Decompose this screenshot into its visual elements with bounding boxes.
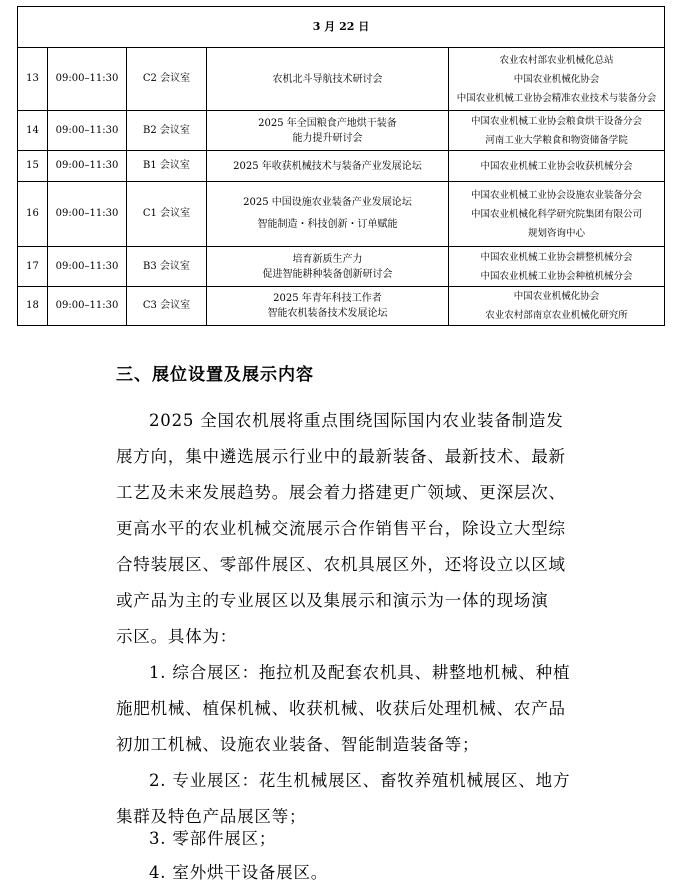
row-room: B3 会议室 [127, 247, 207, 287]
row-organizers: 中国农业机械工业协会收获机械分会 [449, 151, 665, 182]
row-organizers: 中国农业机械化协会 农业农村部南京农业机械化研究所 [449, 287, 665, 326]
row-organizers: 中国农业机械工业协会设施农业装备分会 中国农业机械化科学研究院集团有限公司 规划咨询中心 [449, 182, 665, 247]
section-heading: 三、展位设置及展示内容 [116, 365, 314, 385]
table-row [18, 111, 665, 151]
row-time: 09:00–11:30 [48, 182, 127, 247]
row-organizers: 农业农村部农业机械化总站 中国农业机械化协会 中国农业机械工业协会精准农业技术与装备分会 [449, 48, 665, 111]
list-item-parts: 3. 零部件展区； [149, 829, 277, 848]
row-time: 09:00–11:30 [48, 151, 127, 182]
row-time: 09:00–11:30 [48, 111, 127, 151]
list-item-outdoor: 4. 室外烘干设备展区。 [149, 863, 329, 882]
row-time: 09:00–11:30 [48, 287, 127, 326]
row-room: C3 会议室 [127, 287, 207, 326]
list-item-professional: 2. 专业展区：花生机械展区、畜牧养殖机械展区、地方 集群及特色产品展区等； [116, 771, 571, 826]
row-organizers: 中国农业机械工业协会耕整机械分会 中国农业机械工业协会种植机械分会 [449, 247, 665, 287]
table-row [18, 287, 665, 326]
intro-paragraph: 2025 全国农机展将重点围绕国际国内农业装备制造发 展方向，集中遴选展示行业中的最新装备、最新技术、最新 工艺及未来发展趋势。展会着力搭建更广领域、更深层次、 更高水平的农业机械交流展示合作销售平台，除设立大型综 合特装展区、零部件展区、农机具展区外，还将设立以区域 或产品为主的专业展区以及集展示和演示为一体的现场演 示区。具体为： [116, 411, 566, 646]
row-topic: 2025 中国设施农业装备产业发展论坛 智能制造・科技创新・订单赋能 [207, 182, 449, 247]
date-row [18, 7, 665, 48]
row-number: 14 [18, 111, 48, 151]
row-organizers: 中国农业机械工业协会粮食烘干设备分会 河南工业大学粮食和物资储备学院 [449, 111, 665, 151]
row-topic: 2025 年青年科技工作者 智能农机装备技术发展论坛 [207, 287, 449, 326]
row-topic: 培育新质生产力 促进智能耕种装备创新研讨会 [207, 247, 449, 287]
row-number: 16 [18, 182, 48, 247]
date-header: 3 月 22 日 [18, 7, 665, 48]
row-topic: 2025 年收获机械技术与装备产业发展论坛 [207, 151, 449, 182]
schedule-table [17, 6, 665, 326]
table-row [18, 182, 665, 247]
row-room: B2 会议室 [127, 111, 207, 151]
row-topic: 2025 年全国粮食产地烘干装备 能力提升研讨会 [207, 111, 449, 151]
row-time: 09:00–11:30 [48, 48, 127, 111]
list-item-comprehensive: 1. 综合展区：拖拉机及配套农机具、耕整地机械、种植 施肥机械、植保机械、收获机械、收获后处理机械、农产品 初加工机械、设施农业装备、智能制造装备等； [116, 663, 571, 754]
row-room: B1 会议室 [127, 151, 207, 182]
row-number: 13 [18, 48, 48, 111]
row-room: C2 会议室 [127, 48, 207, 111]
row-topic: 农机北斗导航技术研讨会 [207, 48, 449, 111]
row-time: 09:00–11:30 [48, 247, 127, 287]
row-number: 18 [18, 287, 48, 326]
table-row [18, 247, 665, 287]
row-room: C1 会议室 [127, 182, 207, 247]
row-number: 17 [18, 247, 48, 287]
row-number: 15 [18, 151, 48, 182]
table-row [18, 151, 665, 182]
table-row [18, 48, 665, 111]
